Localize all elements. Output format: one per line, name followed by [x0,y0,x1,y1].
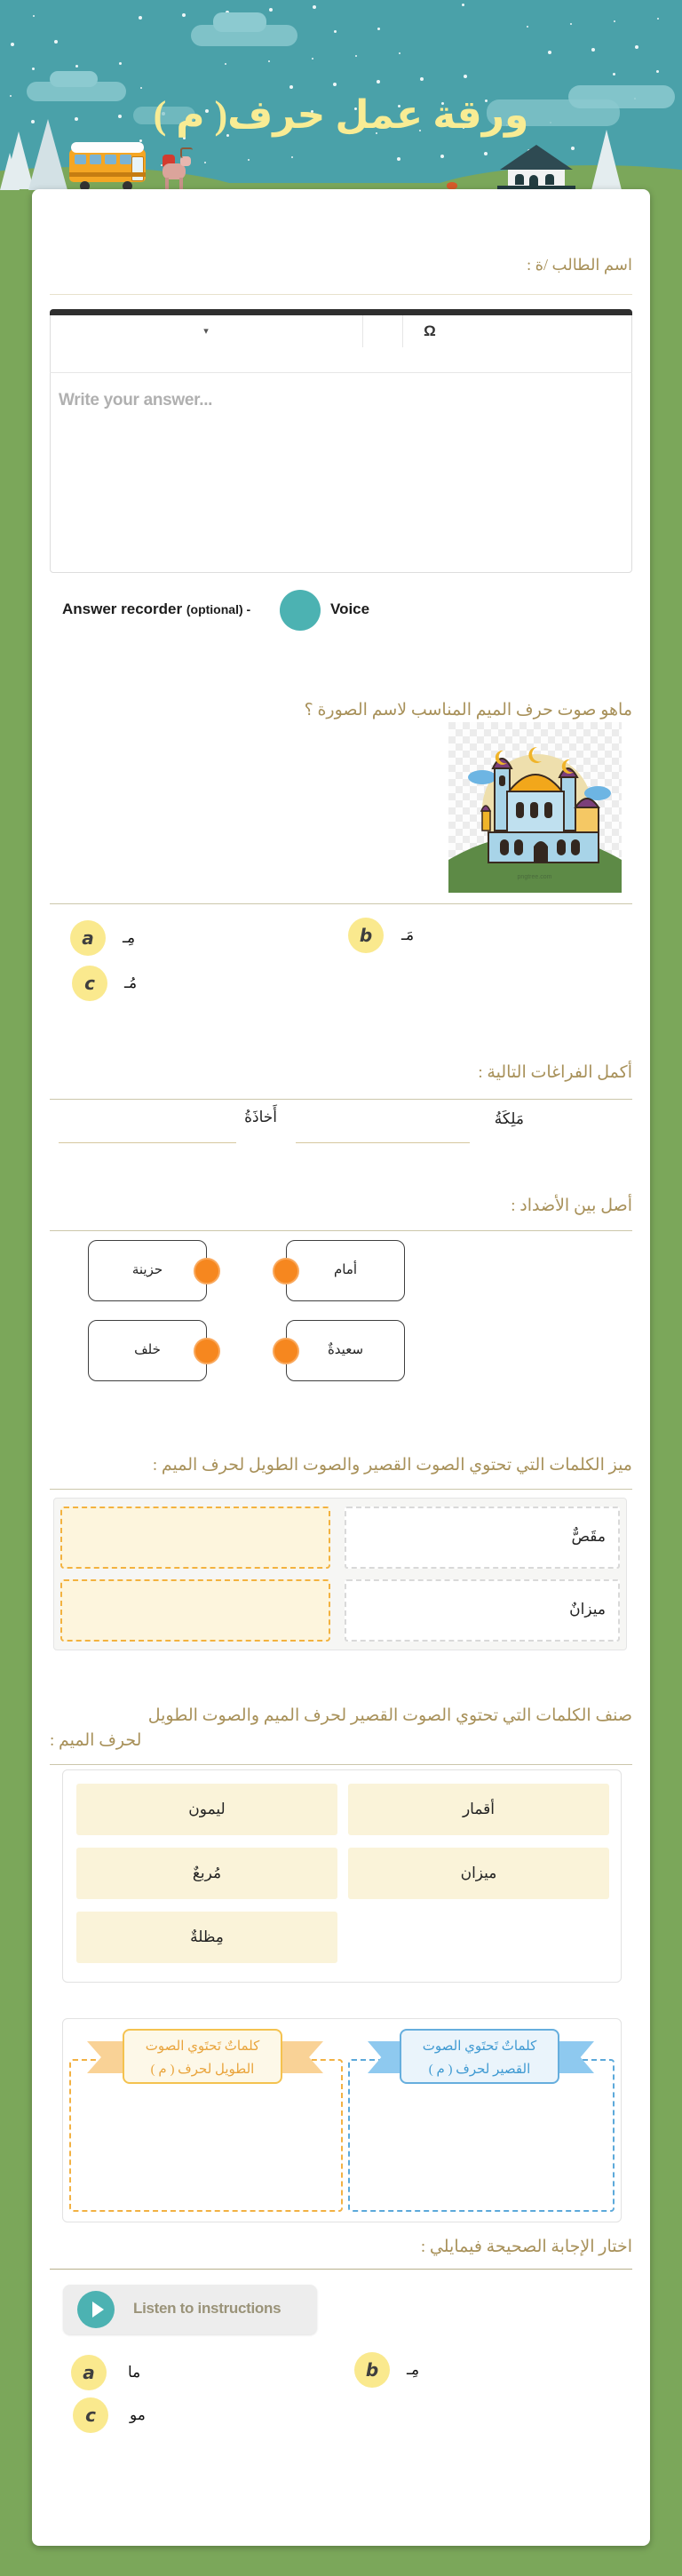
q1-choice-a-circle[interactable]: a [70,920,106,956]
student-name-underline [50,294,632,295]
q4-divider [50,1489,632,1490]
q2-word-1: مَلِكَةُ [494,1110,524,1127]
q1-choice-b-text[interactable]: مَـ [401,926,415,943]
q3-divider [50,1230,632,1231]
school-bus-icon [69,142,146,189]
special-character-button[interactable]: Ω [424,322,436,339]
match-box-left-2[interactable]: خلف [88,1320,207,1381]
q3-title: أصل بين الأضداد : [511,1197,632,1215]
header-sky [0,0,682,191]
play-audio-icon[interactable] [77,2291,115,2328]
bank-chip[interactable]: ميزان [348,1848,609,1899]
student-name-label: اسم الطالب /ة : [527,256,632,274]
bank-chip[interactable]: مِظلةٌ [76,1912,337,1963]
cloud-icon [50,71,98,87]
q1-divider [50,903,632,904]
match-dot-left-2[interactable] [194,1338,220,1364]
watermark-text: pngtree.com [517,874,552,880]
optional-label: (optional) - [186,602,251,616]
editor-placeholder[interactable]: Write your answer... [59,391,213,409]
q2-divider [50,1099,632,1100]
q2-blank-1[interactable] [296,1117,470,1143]
q6-choice-c-text[interactable]: مو [130,2406,146,2423]
q2-word-2: أَخاذَةُ [244,1109,277,1125]
q5-title-line1: صنف الكلمات التي تحتوي الصوت القصير لحرف الميم والصوت الطويل [147,1706,632,1725]
match-box-left-1[interactable]: حزينة [88,1240,207,1301]
answer-recorder-label: Answer recorder (optional) - [62,600,251,617]
q6-choice-a-circle[interactable]: a [71,2355,107,2390]
font-dropdown[interactable] [50,315,363,347]
bird-icon [447,182,457,189]
q5-label-short: كلماتٌ تَحتَوي الصوت القصير لحرف ( م ) [400,2029,559,2084]
listen-instructions-button[interactable] [63,2285,317,2334]
q4-word-card-2[interactable]: ميزانٌ [345,1579,620,1642]
mosque-image [448,722,622,893]
editor-top-bar [50,309,632,315]
q4-word-card-1[interactable]: مقَصٌّ [345,1507,620,1569]
worksheet-title: ورقة عمل حرف( م ) [153,93,529,137]
q2-blank-2[interactable] [59,1117,236,1143]
q1-choice-a-text[interactable]: مِـ [123,929,136,946]
q4-dropzone-2[interactable] [60,1579,330,1642]
toolbar-spacer [362,315,403,347]
bank-chip[interactable]: أقمار [348,1784,609,1835]
bank-chip[interactable]: ليمون [76,1784,337,1835]
q1-choice-c-circle[interactable]: c [72,966,107,1001]
q6-choice-c-circle[interactable]: c [73,2397,108,2433]
q2-title: أكمل الفراغات التالية : [478,1063,632,1082]
q5-title-line2: لحرف الميم : [50,1731,142,1750]
chevron-down-icon: ▾ [203,326,209,337]
q6-choice-b-text[interactable]: مِـ [407,2361,420,2378]
q1-title: ماهو صوت حرف الميم المناسب لاسم الصورة ؟ [304,701,632,720]
match-dot-left-1[interactable] [194,1258,220,1284]
q6-choice-b-circle[interactable]: b [354,2352,390,2388]
match-dot-right-1[interactable] [273,1258,299,1284]
pine-tree-icon [591,130,622,190]
q6-divider [50,2269,632,2270]
q6-choice-a-text[interactable]: ما [128,2364,141,2381]
q1-choice-c-text[interactable]: مُـ [124,974,138,991]
q4-title: ميز الكلمات التي تحتوي الصوت القصير والصوت الطويل لحرف الميم : [152,1456,632,1475]
q4-dropzone-1[interactable] [60,1507,330,1569]
listen-label: Listen to instructions [133,2300,282,2317]
q5-label-long: كلماتٌ تَحتَوي الصوت الطويل لحرف ( م ) [123,2029,282,2084]
cloud-icon [213,12,266,32]
q5-divider [50,1764,632,1765]
q6-title: اختار الإجابة الصحيحة فيمايلي : [420,2238,632,2256]
voice-label: Voice [330,600,370,617]
match-box-right-1[interactable]: أمام [286,1240,405,1301]
match-box-right-2[interactable]: سعيدةٌ [286,1320,405,1381]
q1-choice-b-circle[interactable]: b [348,918,384,953]
match-dot-right-2[interactable] [273,1338,299,1364]
editor-toolbar [50,315,632,373]
bank-chip[interactable]: مُربعٌ [76,1848,337,1899]
voice-record-button[interactable] [280,590,321,631]
